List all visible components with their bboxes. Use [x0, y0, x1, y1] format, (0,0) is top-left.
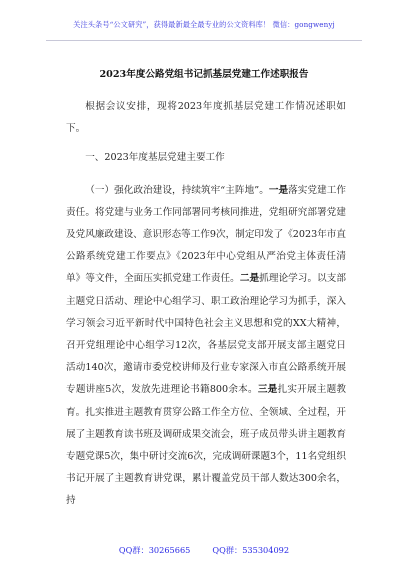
point-text-3: 扎实开展主题教育。扎实推进主题教育贯穿公路工作全方位、全领域、全过程，开展了主题教育读书班及调研成果交流会，班子成员带头讲主题教育专题党课5次，集中研讨交流6次，完成调研课题3个，11名党组织书记开展了主题教育讲党课，累计覆盖党员干部人数达300余名，持	[66, 384, 347, 507]
point-text-1: 落实党建工作责任。将党建与业务工作同部署同考核同推进，党组研究部署党建及党风廉政建设、意识形态等工作9次，制定印发了《2023年市直公路系统党建工作要点》《2023年中心党组从严治党主体责任清单》等文件，全面压实抓党建工作责任。	[66, 184, 347, 285]
document-body	[66, 96, 346, 513]
qq-group-1: QQ群：30265665	[118, 545, 191, 555]
point-marker-3: 三是	[257, 384, 278, 396]
subsection-heading: （一）强化政治建设，持续筑牢“主阵地”。	[85, 184, 269, 196]
qq-group-2: QQ群：535304092	[212, 545, 290, 555]
intro-paragraph: 根据会议安排，现将2023年度抓基层党建工作情况述职如下。	[66, 101, 346, 135]
contact-footer	[0, 545, 408, 556]
header-divider	[46, 40, 362, 41]
section-heading: 一、2023年度基层党建主要工作	[85, 152, 225, 164]
document-title: 2023年度公路党组书记抓基层党建工作述职报告	[99, 69, 309, 80]
body-paragraph	[66, 180, 346, 513]
promo-header: 关注头条号“公文研究”，获得最新最全最专业的公文资料库！ 微信：gongwenyj	[73, 20, 335, 29]
point-marker-1: 一是	[268, 184, 289, 196]
point-marker-2: 二是	[239, 273, 260, 285]
point-text-2: 抓理论学习。以支部主题党日活动、理论中心组学习、职工政治理论学习为抓手，深入学习领会习近平新时代中国特色社会主义思想和党的XX大精神，召开党组理论中心组学习12次，各基层党支部开展支部主题党日活动140次，邀请市委党校讲师及行业专家深入市直公路系统开展专题讲座5次，发放先进理论书籍800余本。	[66, 273, 347, 396]
